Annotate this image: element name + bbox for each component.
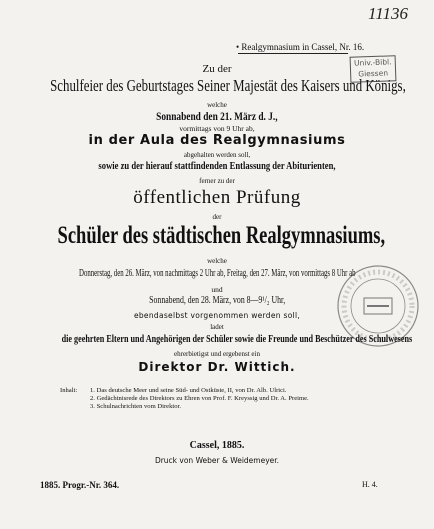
eltern-line [0,333,434,345]
library-stamp-line1: Univ.-Bibl. [353,57,392,68]
pruefung-line-text: öffentlichen Prüfung [133,187,301,208]
ehrerbietigst-line: ehrerbietigst und ergebenst ein [174,350,260,358]
inhalt-item-3: 3. Schulnachrichten vom Direktor. [90,403,182,410]
inhalt-item-2: 2. Gedächtnisrede des Direktors zu Ehren von Prof. F. Kreyssig und Dr. A. Preime. [90,395,309,402]
schueler-line [0,222,434,250]
title-line1 [0,76,434,96]
progr-line: 1885. Progr.-Nr. 364. [40,480,120,490]
inhalt-list [90,387,309,411]
ladet-line: ladet [210,323,224,331]
entlassung-line [0,160,434,172]
header-reference [236,42,364,52]
inhalt-label: Inhalt: [60,387,78,394]
date-line [0,109,434,124]
h-line: H. 4. [362,480,378,489]
direktor-line: Direktor Dr. Wittich. [138,360,296,374]
ferner-line: ferner zu der [199,177,235,185]
und-line: und [211,285,223,294]
abgehalten-line: abgehalten werden soll, [183,151,251,159]
library-stamp-line2: Giessen [358,68,389,79]
pruefung-line [0,187,434,209]
days-line-text: Donnerstag, den 26. März, von nachmittags 2 Uhr ab, Freitag, den 27. März, von vormittags 8 Uhr ab [78,268,356,279]
handwritten-number: 11136 [368,4,408,23]
sonnabend-line [0,295,434,306]
header-rule [238,53,348,54]
sonnabend-line-text: Sonnabend, den 28. März, von 8—9¹/₂ Uhr, [148,295,286,306]
welche-2: welche [207,257,227,265]
schueler-line-text: Schüler des städtischen Realgymnasiums, [57,222,386,249]
header-reference-text: Realgymnasium in Cassel, Nr. 16. [241,42,365,52]
time-line: vormittags von 9 Uhr ab, [179,124,255,133]
date-line-text: Sonnabend den 21. März d. J., [156,109,278,123]
header-dot: • [236,42,242,52]
welche-1: welche [207,101,227,109]
place-line: Cassel, 1885. [189,440,245,451]
aula-line: in der Aula des Realgymnasiums [88,133,346,148]
inhalt-item-1: 1. Das deutsche Meer und seine Süd- und Ostküste, II, von Dr. Alb. Ulrici. [90,387,287,394]
eltern-line-text: die geehrten Eltern und Angehörigen der Schüler sowie die Freunde und Beschützer des Schulwesens [61,333,413,345]
ebendaselbst-line: ebendaselbst vorgenommen werden soll, [133,311,301,320]
printer-line: Druck von Weber & Weidemeyer. [154,456,280,465]
zu-der: Zu der [202,63,232,75]
days-line [0,268,434,279]
entlassung-line-text: sowie zu der hierauf stattfindenden Entlassung der Abiturienten, [98,160,336,172]
der-line: der [212,213,222,221]
title-line1-text: Schulfeier des Geburtstages Seiner Majestät des Kaisers und Königs, [50,76,406,95]
